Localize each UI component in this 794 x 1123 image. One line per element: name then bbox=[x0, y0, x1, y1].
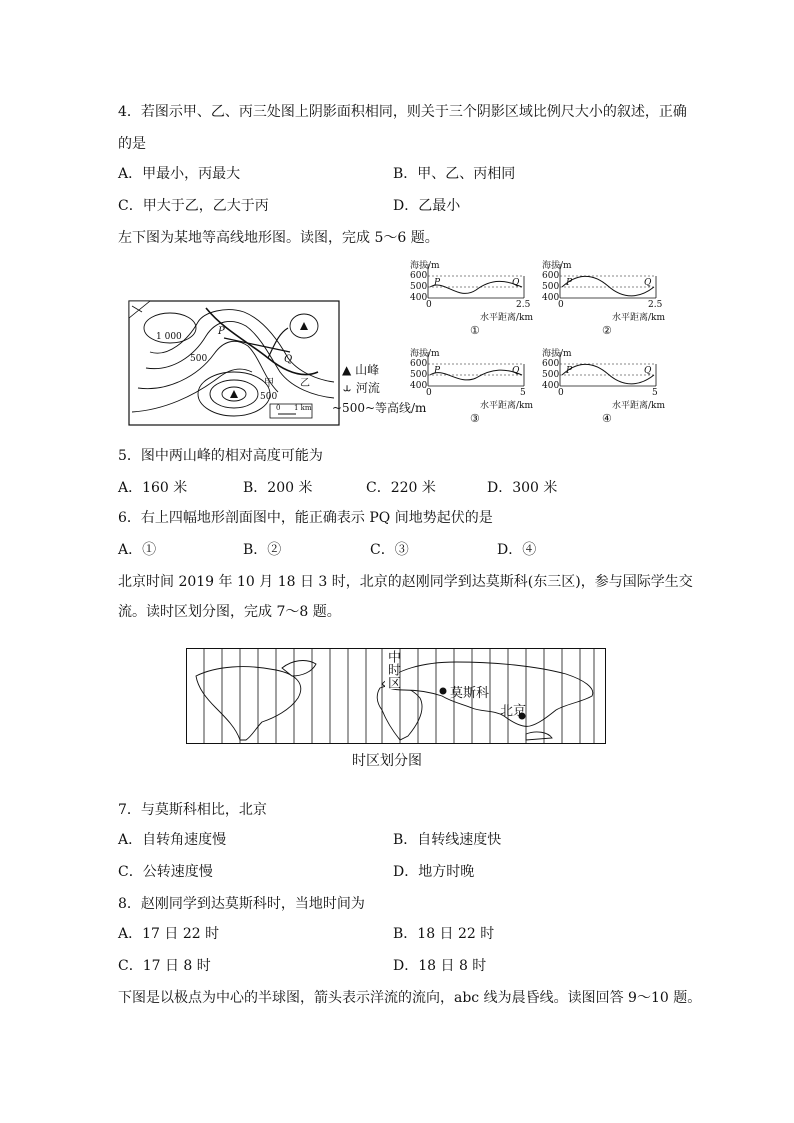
profile-chart-4 bbox=[540, 346, 666, 432]
q6-option-c: C．③ bbox=[370, 542, 409, 558]
contour-1000-label: 1 000 bbox=[156, 332, 182, 342]
p-label: P bbox=[434, 366, 441, 376]
legend-river bbox=[342, 380, 380, 396]
point-p-label: P bbox=[218, 326, 225, 337]
legend-contour-label: ~500~等高线/m bbox=[332, 401, 427, 415]
intro-7-8-line1: 北京时间 2019 年 10 月 18 日 3 时，北京的赵刚同学到达莫斯科(东三区)，参与国际学生交 bbox=[118, 574, 693, 590]
xlabel: 水平距离/km bbox=[612, 401, 666, 411]
profile-number: ① bbox=[470, 324, 480, 337]
jia-label: 甲 bbox=[264, 378, 274, 389]
x0: 0 bbox=[426, 300, 432, 310]
tick: 600 bbox=[410, 359, 428, 369]
q6-option-d: D．④ bbox=[497, 542, 537, 558]
tick: 500 bbox=[542, 282, 560, 292]
xmax: 2.5 bbox=[516, 300, 531, 310]
q4-option-d: D．乙最小 bbox=[393, 198, 461, 214]
intro-7-8-line2: 流。读时区划分图，完成 7～8 题。 bbox=[118, 604, 341, 620]
north-arrow-icon bbox=[129, 301, 150, 318]
intro-5-6: 左下图为某地等高线地形图。读图，完成 5～6 题。 bbox=[118, 230, 439, 246]
tick: 400 bbox=[542, 293, 560, 303]
q-label: Q bbox=[512, 278, 520, 288]
q4-option-c: C．甲大于乙，乙大于丙 bbox=[118, 198, 269, 214]
q-label: Q bbox=[644, 278, 652, 288]
tick: 400 bbox=[542, 381, 560, 391]
profile-chart-1 bbox=[408, 258, 534, 344]
q6-stem: 6．右上四幅地形剖面图中，能正确表示 PQ 间地势起伏的是 bbox=[118, 510, 493, 526]
profile-number: ③ bbox=[470, 412, 480, 425]
q6-option-a: A．① bbox=[118, 542, 157, 558]
xmax: 2.5 bbox=[648, 300, 663, 310]
point-q-label: Q bbox=[284, 354, 293, 365]
beijing-label: 北京 bbox=[500, 704, 527, 719]
xlabel: 水平距离/km bbox=[480, 313, 534, 323]
q4-option-b: B．甲、乙、丙相同 bbox=[393, 166, 516, 182]
contour-map bbox=[128, 300, 340, 426]
legend-peak-label: 山峰 bbox=[355, 363, 380, 377]
peak-icon: ▲ bbox=[342, 363, 352, 377]
peak-icon bbox=[230, 390, 238, 398]
contour-500-label: 500 bbox=[190, 354, 208, 364]
q6-option-b: B．② bbox=[243, 542, 282, 558]
time-zone-map bbox=[186, 648, 606, 744]
q5-option-d: D．300 米 bbox=[487, 480, 558, 496]
moscow-label: 莫斯科 bbox=[450, 686, 490, 701]
profile-number: ④ bbox=[602, 412, 612, 425]
ylabel: 海拔/m bbox=[410, 349, 440, 359]
central-zone-label: 中时区 bbox=[385, 650, 400, 689]
q8-option-a: A．17 日 22 时 bbox=[118, 926, 220, 942]
q8-option-b: B．18 日 22 时 bbox=[393, 926, 495, 942]
xlabel: 水平距离/km bbox=[480, 401, 534, 411]
q5-option-c: C．220 米 bbox=[366, 480, 436, 496]
profile-chart-3 bbox=[408, 346, 534, 432]
x0: 0 bbox=[558, 300, 564, 310]
peak-icon bbox=[300, 322, 308, 330]
intro-9-10: 下图是以极点为中心的半球图，箭头表示洋流的流向，abc 线为晨昏线。读图回答 9～10 题。 bbox=[118, 990, 702, 1006]
ylabel: 海拔/m bbox=[542, 349, 572, 359]
river-icon: ⥿ bbox=[342, 381, 353, 395]
tick: 500 bbox=[542, 370, 560, 380]
q4-stem-line2: 的是 bbox=[118, 136, 146, 152]
contour-500-label: 500 bbox=[260, 392, 278, 402]
q-label: Q bbox=[644, 366, 652, 376]
tick: 600 bbox=[542, 271, 560, 281]
q7-stem: 7．与莫斯科相比，北京 bbox=[118, 802, 267, 818]
profile-chart-2 bbox=[540, 258, 666, 344]
q8-option-d: D．18 日 8 时 bbox=[393, 958, 487, 974]
x0: 0 bbox=[558, 388, 564, 398]
q4-option-a: A．甲最小，丙最大 bbox=[118, 166, 241, 182]
q5-option-b: B．200 米 bbox=[243, 480, 313, 496]
x0: 0 bbox=[426, 388, 432, 398]
tick: 600 bbox=[542, 359, 560, 369]
p-label: P bbox=[566, 278, 573, 288]
q8-option-c: C．17 日 8 时 bbox=[118, 958, 211, 974]
tick: 400 bbox=[410, 293, 428, 303]
tick: 500 bbox=[410, 282, 428, 292]
p-label: P bbox=[566, 366, 573, 376]
q7-option-d: D．地方时晚 bbox=[393, 864, 475, 880]
ylabel: 海拔/m bbox=[410, 261, 440, 271]
legend-peak bbox=[342, 362, 379, 378]
tick: 500 bbox=[410, 370, 428, 380]
tick: 400 bbox=[410, 381, 428, 391]
xlabel: 水平距离/km bbox=[612, 313, 666, 323]
q7-option-a: A．自转角速度慢 bbox=[118, 832, 227, 848]
scale-zero: 0 bbox=[276, 404, 281, 412]
legend-river-label: 河流 bbox=[355, 381, 380, 395]
yi-label: 乙 bbox=[300, 378, 310, 389]
time-zone-map-caption: 时区划分图 bbox=[352, 753, 422, 769]
q5-option-a: A．160 米 bbox=[118, 480, 188, 496]
moscow-marker bbox=[440, 688, 447, 695]
q4-stem-line1: 4．若图示甲、乙、丙三处图上阴影面积相同，则关于三个阴影区域比例尺大小的叙述，正确 bbox=[118, 104, 687, 120]
scale-km: 1 km bbox=[294, 404, 312, 412]
q5-stem: 5．图中两山峰的相对高度可能为 bbox=[118, 448, 323, 464]
xmax: 5 bbox=[520, 388, 526, 398]
tick: 600 bbox=[410, 271, 428, 281]
q7-option-b: B．自转线速度快 bbox=[393, 832, 502, 848]
ylabel: 海拔/m bbox=[542, 261, 572, 271]
xmax: 5 bbox=[652, 388, 658, 398]
profile-number: ② bbox=[602, 324, 612, 337]
q7-option-c: C．公转速度慢 bbox=[118, 864, 213, 880]
q-label: Q bbox=[512, 366, 520, 376]
p-label: P bbox=[434, 278, 441, 288]
q8-stem: 8．赵刚同学到达莫斯科时，当地时间为 bbox=[118, 896, 365, 912]
